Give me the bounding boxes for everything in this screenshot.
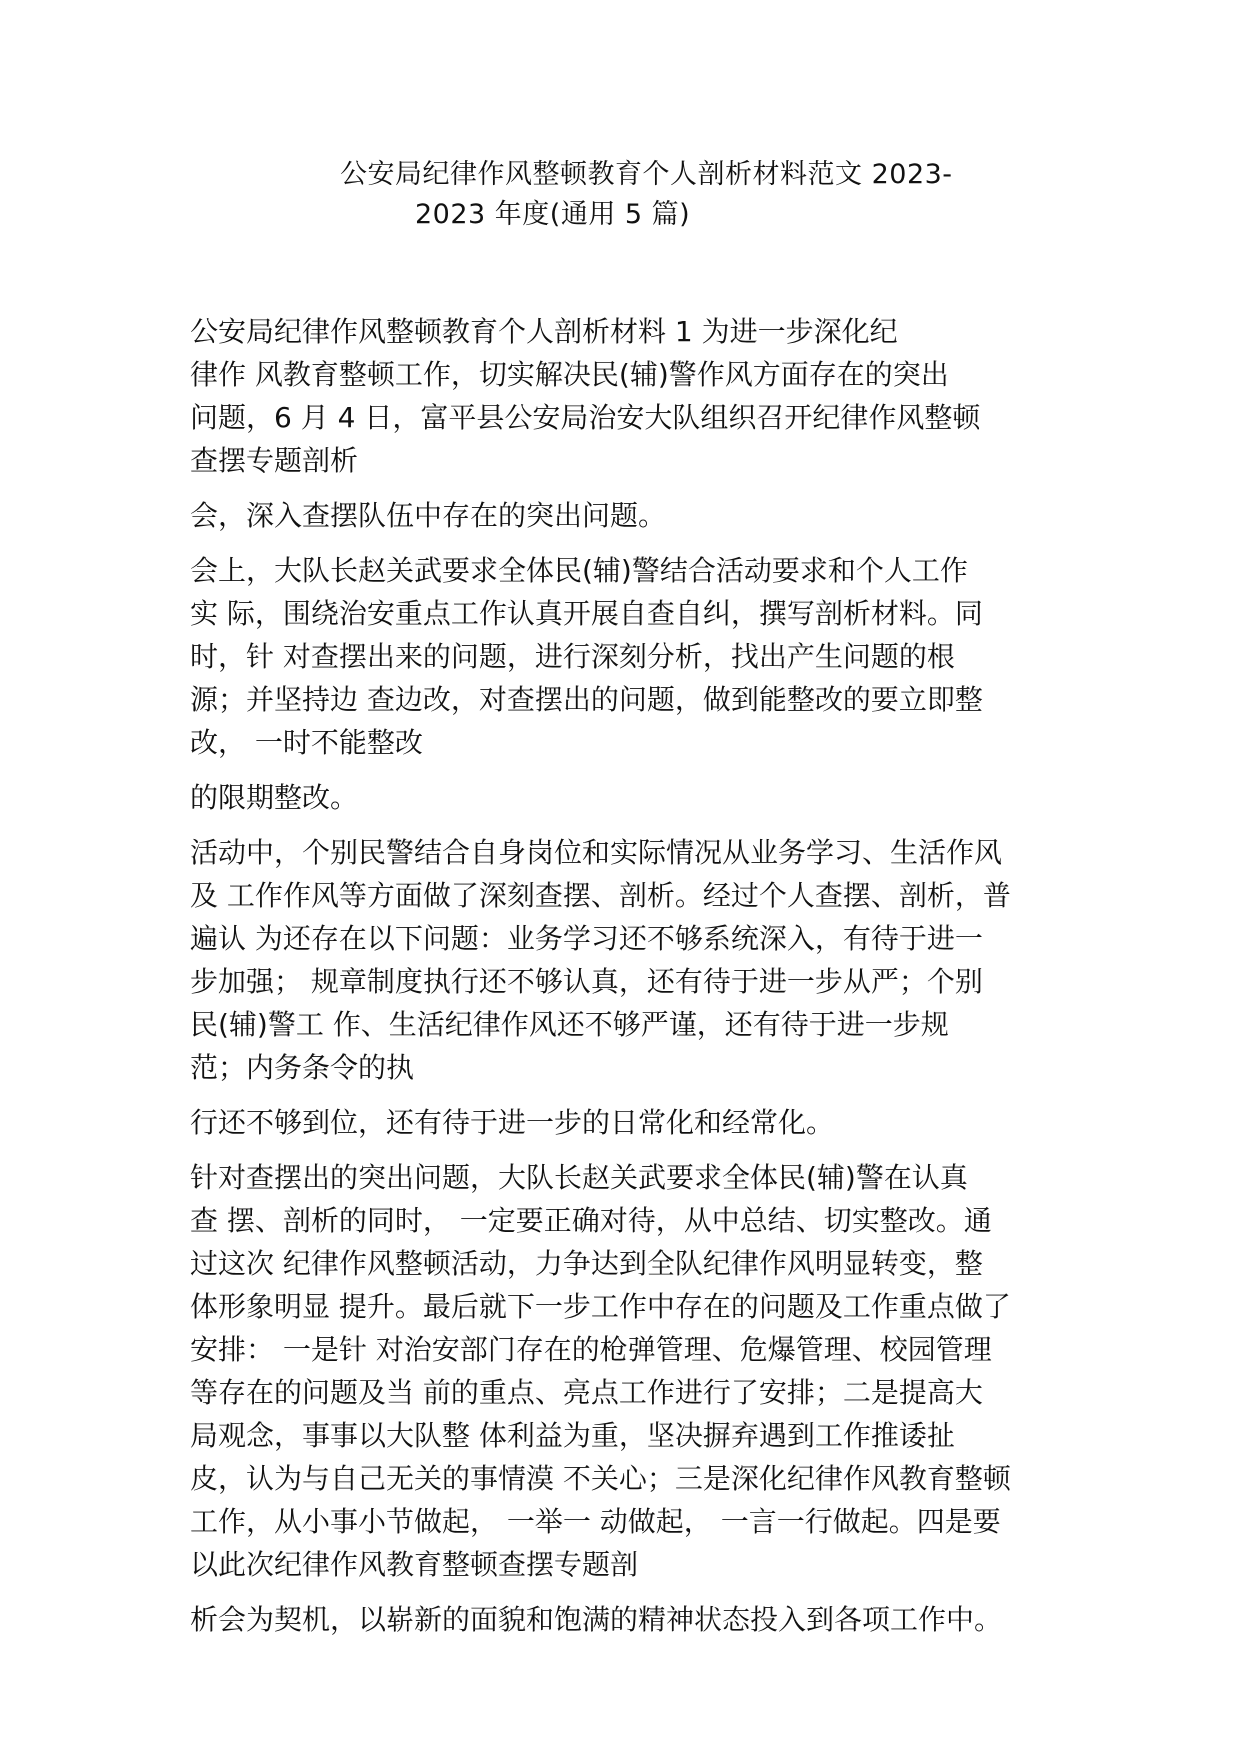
- paragraph-line: 行还不够到位，还有待于进一步的日常化和经常化。: [190, 1106, 835, 1139]
- paragraph-line: 遍认 为还存在以下问题：业务学习还不够系统深入，有待于进一: [190, 922, 983, 955]
- paragraph-line: 过这次 纪律作风整顿活动，力争达到全队纪律作风明显转变，整: [190, 1247, 983, 1280]
- paragraph-line: 问题，6 月 4 日，富平县公安局治安大队组织召开纪律作风整顿: [190, 401, 981, 434]
- title-line-1: 公安局纪律作风整顿教育个人剖析材料范文 2023-: [340, 159, 953, 190]
- paragraph-line: 局观念，事事以大队整 体利益为重，坚决摒弃遇到工作推诿扯: [190, 1419, 955, 1452]
- paragraph-line: 活动中，个别民警结合自身岗位和实际情况从业务学习、生活作风: [190, 836, 1003, 869]
- paragraph-line: 以此次纪律作风教育整顿查摆专题剖: [190, 1548, 639, 1581]
- paragraph-line: 范；内务条令的执: [190, 1051, 415, 1084]
- paragraph-line: 改， 一时不能整改: [190, 726, 423, 759]
- paragraph-line: 律作 风教育整顿工作，切实解决民(辅)警作风方面存在的突出: [190, 358, 949, 391]
- paragraph-line: 查 摆、剖析的同时， 一定要正确对待，从中总结、切实整改。通: [190, 1204, 992, 1237]
- paragraph-line: 实 际，围绕治安重点工作认真开展自查自纠，撰写剖析材料。同: [190, 597, 983, 630]
- paragraph-line: 公安局纪律作风整顿教育个人剖析材料 1 为进一步深化纪: [190, 315, 898, 348]
- paragraph-line: 民(辅)警工 作、生活纪律作风还不够严谨，还有待于进一步规: [190, 1008, 949, 1041]
- paragraph-line: 步加强； 规章制度执行还不够认真，还有待于进一步从严；个别: [190, 965, 983, 998]
- paragraph: [190, 1101, 1070, 1144]
- paragraph-line: 的限期整改。: [190, 781, 359, 814]
- paragraph: [190, 310, 1070, 482]
- paragraph-line: 安排： 一是针 对治安部门存在的枪弹管理、危爆管理、校园管理: [190, 1333, 992, 1366]
- document-body: [190, 310, 1070, 1653]
- paragraph-line: 源；并坚持边 查边改，对查摆出的问题，做到能整改的要立即整: [190, 683, 983, 716]
- paragraph-line: 查摆专题剖析: [190, 444, 359, 477]
- paragraph-line: 工作，从小事小节做起， 一举一 动做起， 一言一行做起。四是要: [190, 1505, 1001, 1538]
- document-title: [250, 155, 1050, 235]
- paragraph-line: 时，针 对查摆出来的问题，进行深刻分析，找出产生问题的根: [190, 640, 955, 673]
- paragraph: [190, 494, 1070, 537]
- title-line-2: 2023 年度(通用 5 篇): [415, 199, 691, 230]
- paragraph: [190, 831, 1070, 1089]
- paragraph-line: 皮，认为与自己无关的事情漠 不关心；三是深化纪律作风教育整顿: [190, 1462, 1011, 1495]
- paragraph-line: 等存在的问题及当 前的重点、亮点工作进行了安排；二是提高大: [190, 1376, 983, 1409]
- paragraph: [190, 1598, 1070, 1641]
- paragraph-line: 及 工作作风等方面做了深刻查摆、剖析。经过个人查摆、剖析，普: [190, 879, 1011, 912]
- paragraph: [190, 776, 1070, 819]
- paragraph-line: 体形象明显 提升。最后就下一步工作中存在的问题及工作重点做了: [190, 1290, 1011, 1323]
- paragraph-line: 会，深入查摆队伍中存在的突出问题。: [190, 499, 667, 532]
- paragraph-line: 会上，大队长赵关武要求全体民(辅)警结合活动要求和个人工作: [190, 554, 968, 587]
- paragraph-line: 针对查摆出的突出问题，大队长赵关武要求全体民(辅)警在认真: [190, 1161, 968, 1194]
- paragraph-line: 析会为契机，以崭新的面貌和饱满的精神状态投入到各项工作中。: [190, 1603, 1003, 1636]
- paragraph: [190, 549, 1070, 764]
- paragraph: [190, 1156, 1070, 1586]
